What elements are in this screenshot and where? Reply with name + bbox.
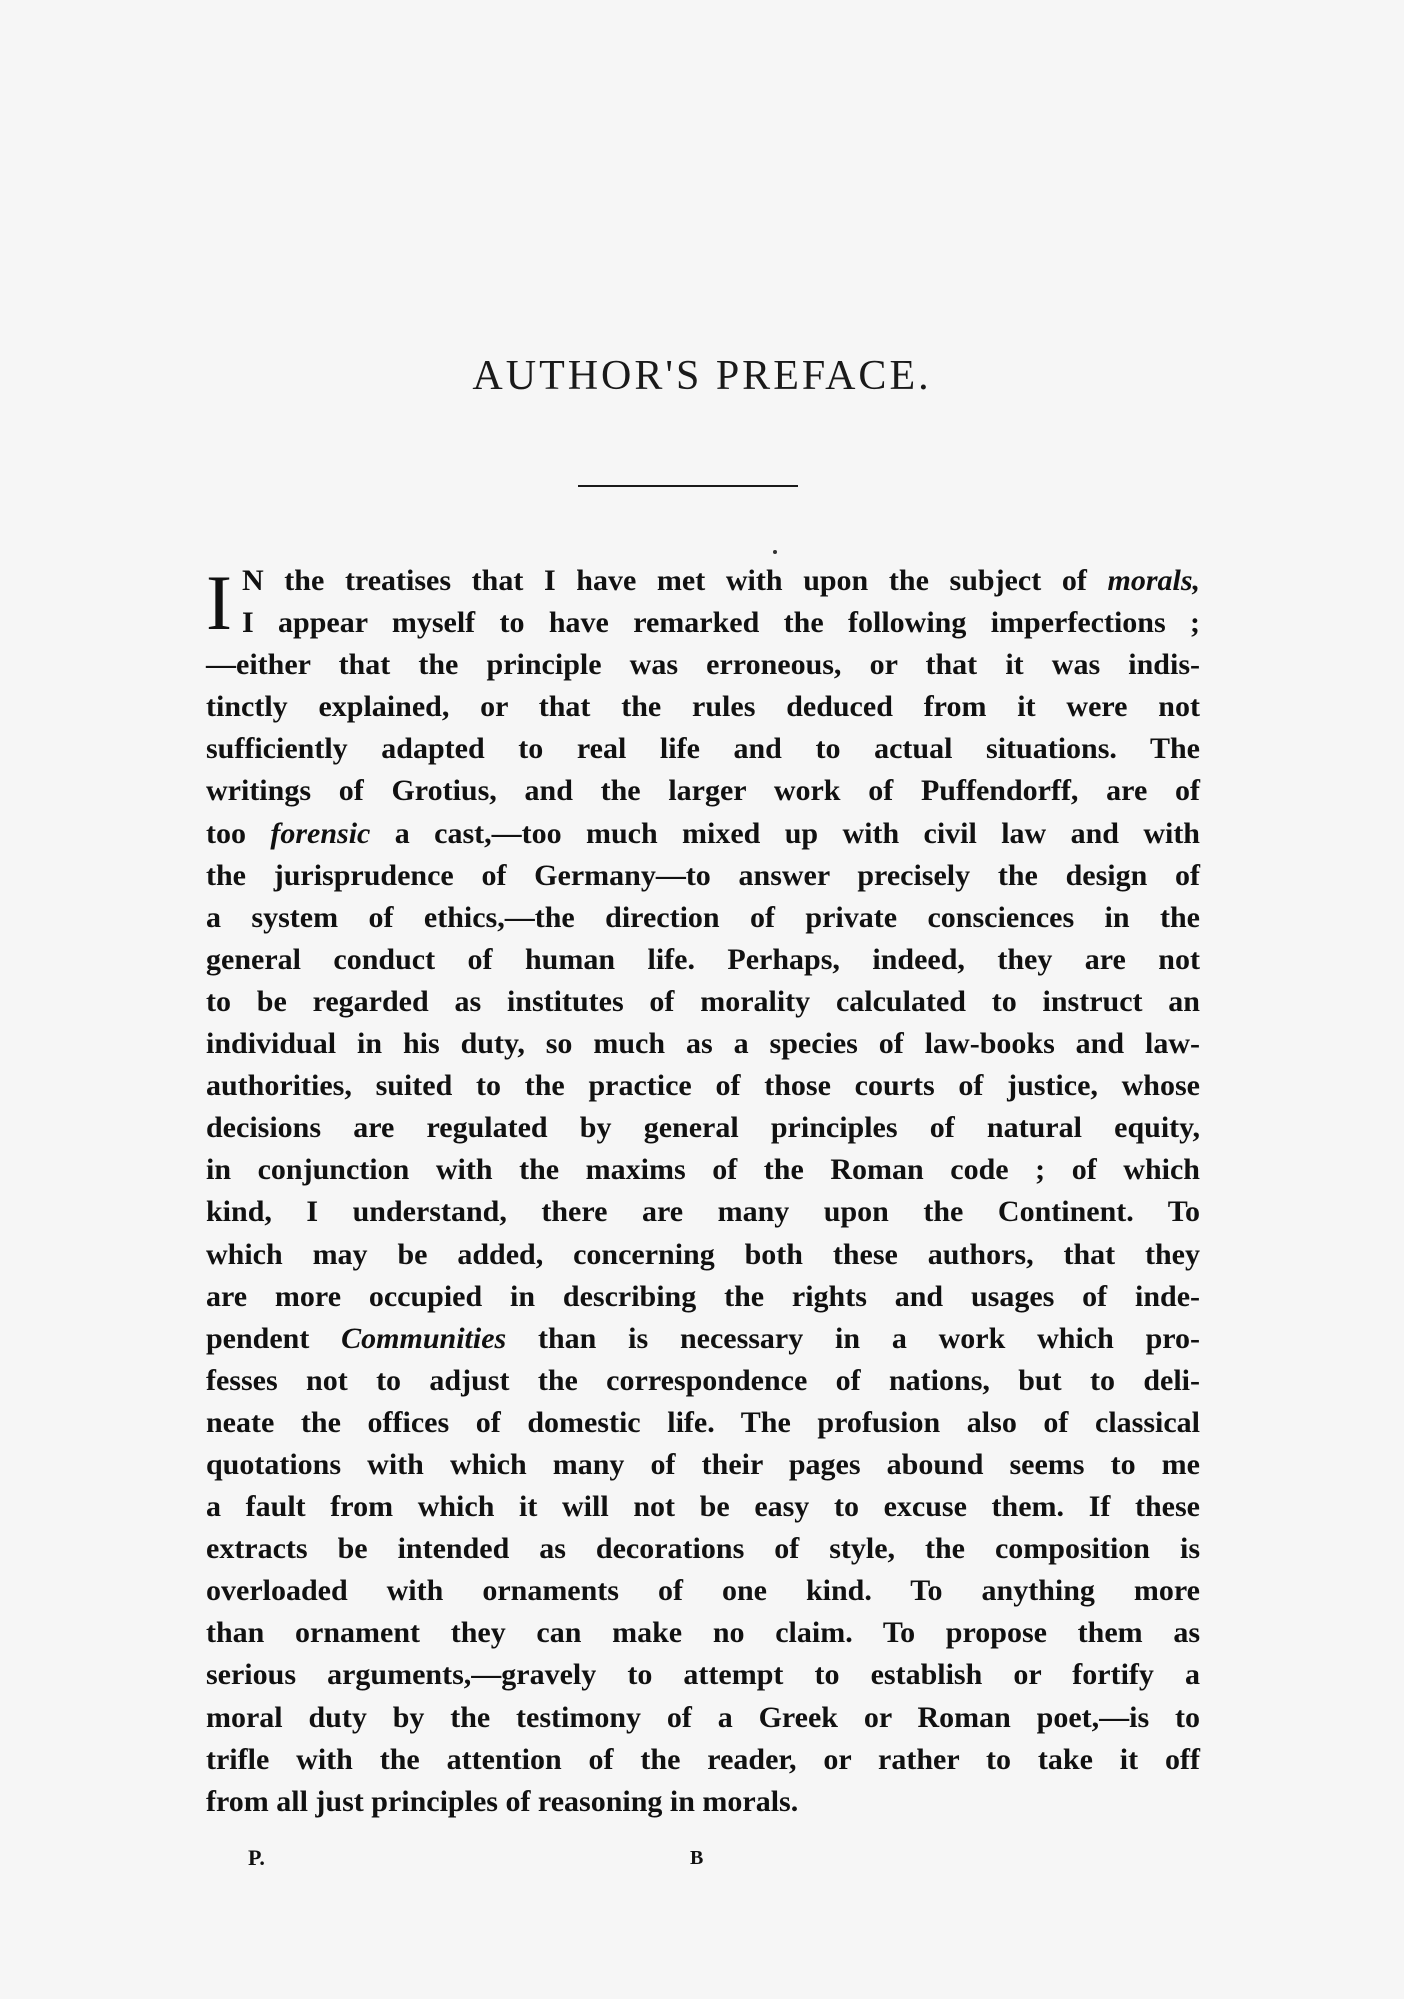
- text-line: tinctly explained, or that the rules deduced from it were not: [206, 690, 1200, 724]
- text-line: extracts be intended as decorations of style, the composition is: [206, 1532, 1200, 1566]
- text-line: individual in his duty, so much as a species of law-books and law-: [206, 1027, 1200, 1061]
- text-line: to be regarded as institutes of morality calculated to instruct an: [206, 984, 1200, 1018]
- text-line: pendent Communities than is necessary in a work which pro-: [206, 1321, 1201, 1355]
- text-line: too forensic a cast,—too much mixed up with civil law and with: [206, 816, 1200, 850]
- text-line: —either that the principle was erroneous, or that it was indis-: [206, 648, 1200, 682]
- text-line: I appear myself to have remarked the following imperfections ;: [242, 606, 1200, 640]
- text-line: in conjunction with the maxims of the Roman code ; of which: [206, 1153, 1200, 1187]
- text-line: than ornament they can make no claim. To propose them as: [206, 1616, 1200, 1650]
- text-line: overloaded with ornaments of one kind. To anything more: [206, 1574, 1200, 1608]
- text-line: kind, I understand, there are many upon the Continent. To: [206, 1195, 1200, 1229]
- italic-word: morals,: [1107, 564, 1201, 597]
- text-line: authorities, suited to the practice of those courts of justice, whose: [206, 1069, 1200, 1103]
- text-line: serious arguments,—gravely to attempt to establish or fortify a: [206, 1658, 1200, 1692]
- text-line: decisions are regulated by general principles of natural equity,: [206, 1111, 1200, 1145]
- text-line: writings of Grotius, and the larger work of Puffendorff, are of: [206, 774, 1200, 808]
- signature-mark: B: [690, 1847, 704, 1869]
- text-line: a system of ethics,—the direction of private consciences in the: [206, 900, 1200, 934]
- text-line: a fault from which it will not be easy to excuse them. If these: [206, 1490, 1200, 1524]
- text-line: moral duty by the testimony of a Greek or Roman poet,—is to: [206, 1700, 1200, 1734]
- italic-word: Communities: [341, 1321, 507, 1355]
- footer-mark: P.: [248, 1845, 265, 1870]
- page-title: AUTHOR'S PREFACE.: [472, 353, 932, 399]
- preface-paragraph: [206, 560, 1200, 1823]
- text-line: quotations with which many of their pages abound seems to me: [206, 1447, 1200, 1481]
- text-line: neate the offices of domestic life. The profusion also of classical: [206, 1405, 1200, 1439]
- text-line: N the treatises that I have met with upon the subject of morals,: [242, 564, 1201, 597]
- text-line: are more occupied in describing the rights and usages of inde-: [206, 1279, 1200, 1313]
- drop-cap: I: [206, 559, 232, 646]
- text-line: general conduct of human life. Perhaps, indeed, they are not: [206, 942, 1200, 976]
- title-rule: [578, 485, 798, 487]
- text-line: the jurisprudence of Germany—to answer precisely the design of: [206, 858, 1200, 892]
- ink-speck: [773, 550, 777, 554]
- text-line: sufficiently adapted to real life and to actual situations. The: [206, 732, 1200, 766]
- text-line: trifle with the attention of the reader, or rather to take it off: [206, 1742, 1200, 1776]
- italic-word: forensic: [270, 816, 371, 850]
- text-line: which may be added, concerning both these authors, that they: [206, 1237, 1200, 1271]
- text-line: from all just principles of reasoning in morals.: [206, 1784, 799, 1818]
- text-line: fesses not to adjust the correspondence of nations, but to deli-: [206, 1363, 1200, 1397]
